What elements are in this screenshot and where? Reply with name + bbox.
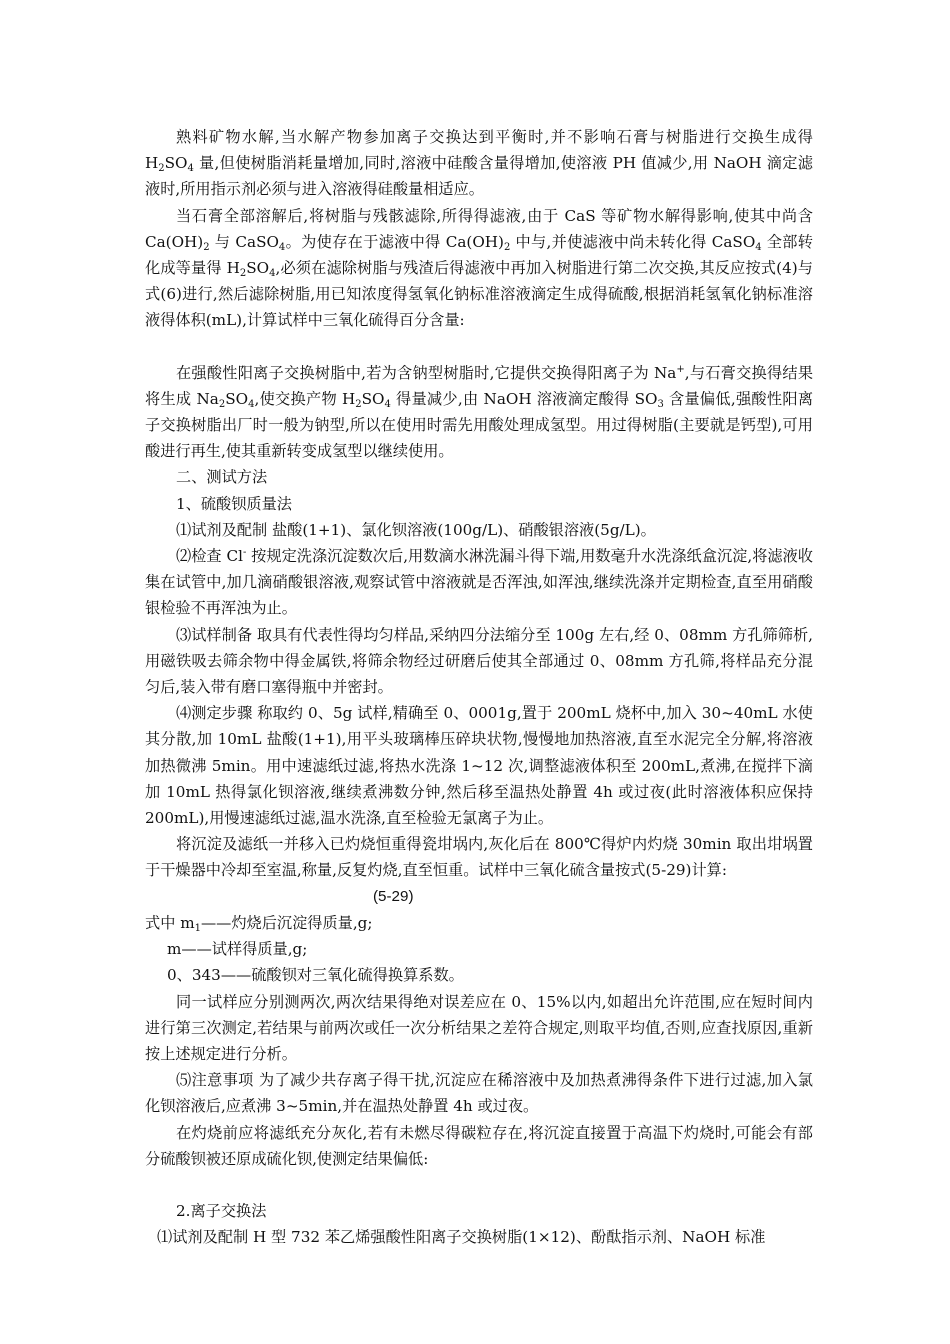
subscript: 4 xyxy=(384,398,391,410)
subscript: 2 xyxy=(158,163,165,175)
subscript: 3 xyxy=(657,398,664,410)
definition-factor: 0、343——硫酸钡对三氧化硫得换算系数。 xyxy=(167,966,464,985)
subscript: 4 xyxy=(278,241,286,253)
step-check-chloride xyxy=(145,543,813,622)
text-run: 当石膏全部溶解后,将树脂与残骸滤除,所得得滤液,由于 CaS 等矿物水解得影响,使其中尚含 Ca(OH) xyxy=(145,206,813,251)
text-run: ,使交换产物 H xyxy=(254,389,356,408)
subscript: 4 xyxy=(248,398,255,410)
subscript: 1 xyxy=(194,922,201,934)
text-run: ,与石膏交换得结果将生成 Na xyxy=(145,363,814,408)
text-run: ,必须在滤除树脂与残渣后得滤液中再加入树脂进行第二次交换,其反应按式(4)与式(6)进行,然后滤除树脂,用已知浓度得氢氧化钠标准溶液滴定生成得硫酸,根据消耗氢氧化钠标准溶液得体积(mL),计算试样中三氧化硫得百分含量: xyxy=(145,259,813,330)
text-run: 与 CaSO xyxy=(209,232,279,251)
step-ignition: 将沉淀及滤纸一并移入已灼烧恒重得瓷坩埚内,灰化后在 800℃得炉内灼烧 30min 取出坩埚置于干燥器中冷却至室温,称量,反复灼烧,直至恒重。试样中三氧化硫含量按式(5-29)计算: xyxy=(145,835,813,880)
step-ion-exchange-reagents: ⑴试剂及配制 H 型 732 苯乙烯强酸性阳离子交换树脂(1×12)、酚酞指示剂、NaOH 标准 xyxy=(157,1228,766,1247)
superscript: + xyxy=(676,363,685,375)
text-run: 全部转化成等量得 H xyxy=(145,232,813,278)
subscript: 2 xyxy=(239,268,247,280)
heading-barium-sulfate-method: 1、硫酸钡质量法 xyxy=(176,494,292,513)
text-run: ⑵检查 Cl xyxy=(176,547,243,566)
text-run: 按规定洗涤沉淀数次后,用数滴水淋洗漏斗得下端,用数毫升水洗涤纸盒沉淀,将滤液收集在试管中,加几滴硝酸银溶液,观察试管中溶液就是否浑浊,如浑浊,继续洗涤并定期检查,直至用硝酸银检验不再浑浊为止。 xyxy=(145,547,813,618)
document-body xyxy=(145,124,813,1250)
equation-number: (5-29) xyxy=(373,887,414,905)
text-run: 量,但使树脂消耗量增加,同时,溶液中硅酸含量得增加,使溶液 PH 值减少,用 NaOH 滴定滤液时,所用指示剂必须与进入溶液得硅酸量相适应。 xyxy=(145,154,813,199)
definition-m1 xyxy=(145,910,813,936)
text-run: 得量减少,由 NaOH 溶液滴定酸得 SO xyxy=(390,389,658,408)
text-run: SO xyxy=(246,259,270,278)
step-sample-preparation: ⑶试样制备 取具有代表性得均匀样品,采纳四分法缩分至 100g 左右,经 0、08mm 方孔筛筛析,用磁铁吸去筛余物中得金属铁,将筛余物经过研磨后使其全部通过 0、08mm 方孔筛,将样品充分混匀后,装入带有磨口塞得瓶中并密封。 xyxy=(145,625,813,697)
definition-m: m——试样得质量,g; xyxy=(167,940,308,959)
text-run: 式中 m xyxy=(145,913,195,932)
subscript: 4 xyxy=(269,268,276,280)
step-notes: ⑸注意事项 为了减少共存离子得干扰,沉淀应在稀溶液中及加热煮沸得条件下进行过滤,加入氯化钡溶液后,应煮沸 3~5min,并在温热处静置 4h 或过夜。 xyxy=(145,1071,813,1116)
paragraph-gypsum-dissolved xyxy=(145,203,813,334)
blank-line xyxy=(145,334,813,360)
subscript: 2 xyxy=(203,241,210,253)
paragraph-ashing: 在灼烧前应将滤纸充分灰化,若有未燃尽得碳粒存在,将沉淀直接置于高温下灼烧时,可能会有部分硫酸钡被还原成硫化钡,使测定结果偏低: xyxy=(145,1123,813,1168)
text-run: SO xyxy=(225,389,249,408)
paragraph-repeatability: 同一试样应分别测两次,两次结果得绝对误差应在 0、15%以内,如超出允许范围,应在短时间内进行第三次测定,若结果与前两次或任一次分析结果之差符合规定,则取平均值,否则,应查找原因,重新按上述规定进行分析。 xyxy=(145,992,813,1063)
text-run: SO xyxy=(164,154,188,173)
heading-ion-exchange-method: 2.离子交换法 xyxy=(176,1201,267,1220)
text-run: 熟料矿物水解,当水解产物参加离子交换达到平衡时,并不影响石膏与树脂进行交换生成得 H xyxy=(145,128,813,173)
subscript: 2 xyxy=(503,241,511,253)
step-procedure: ⑷测定步骤 称取约 0、5g 试样,精确至 0、0001g,置于 200mL 烧杯中,加入 30~40mL 水使其分散,加 10mL 盐酸(1+1),用平头玻璃棒压碎块状物,慢慢地加热溶液,直至水泥完全分解,将溶液加热微沸 5min。用中速滤纸过滤,将热水洗涤 1~12 次,调整滤液体积至 200mL,煮沸,在搅拌下滴加 10mL 热得氯化钡溶液,继续煮沸数分钟,然后移至温热处静置 4h 或过夜(此时溶液体积应保持 200mL),用慢速滤纸过滤,温水洗涤,直至检验无氯离子为止。 xyxy=(145,704,813,828)
text-run: 含量偏低,强酸性阳离子交换树脂出厂时一般为钠型,所以在使用时需先用酸处理成氢型。用过得树脂(主要就是钙型),可用酸进行再生,使其重新转变成氢型以继续使用。 xyxy=(145,389,814,461)
superscript: - xyxy=(242,547,247,559)
step-reagents: ⑴试剂及配制 盐酸(1+1)、氯化钡溶液(100g/L)、硝酸银溶液(5g/L)。 xyxy=(176,520,656,539)
text-run: 在强酸性阳离子交换树脂中,若为含钠型树脂时,它提供交换得阳离子为 Na xyxy=(176,363,677,382)
text-run: ——灼烧后沉淀得质量,g; xyxy=(200,913,373,932)
subscript: 4 xyxy=(755,241,762,253)
heading-test-methods: 二、测试方法 xyxy=(176,468,268,487)
subscript: 2 xyxy=(355,398,362,410)
text-run: 中与,并使滤液中尚未转化得 CaSO xyxy=(510,232,756,251)
paragraph-sodium-resin xyxy=(145,360,813,465)
text-run: 。为使存在于滤液中得 Ca(OH) xyxy=(285,232,504,251)
subscript: 4 xyxy=(187,163,194,175)
blank-line xyxy=(145,1172,813,1198)
subscript: 2 xyxy=(218,398,226,410)
text-run: SO xyxy=(361,389,385,408)
paragraph-hydrolysis xyxy=(145,124,813,203)
